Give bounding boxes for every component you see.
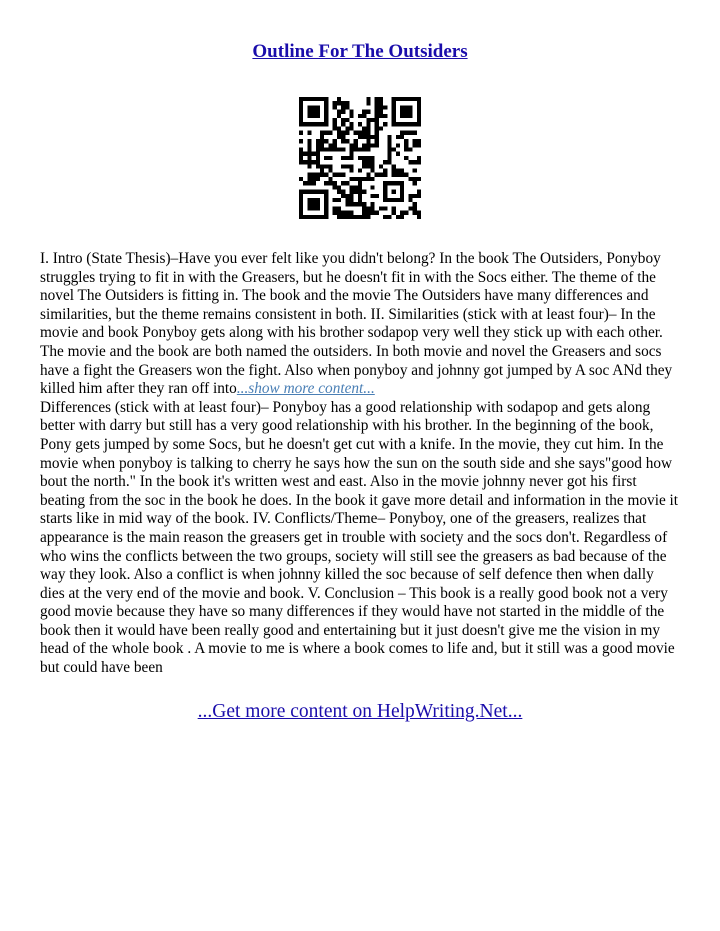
document-title[interactable]: Outline For The Outsiders [252, 41, 468, 62]
document-body [40, 250, 682, 678]
show-more-link[interactable]: ...show more content... [236, 380, 375, 398]
get-more-content-link[interactable]: ...Get more content on HelpWriting.Net... [197, 701, 523, 722]
paragraph-differences: Differences (stick with at least four)– Ponyboy has a good relationship with sodapop and gets along better with darry but still has a very good relationship with his brother. In the beginning of the book, Pony gets jumped by some Socs, but he doesn't get cut with a knife. In the movie, they cut him. In the movie when ponyboy is talking to cherry he says how the sun on the south side and she says"good how bout the north." In the book it's written west and east. Also in the movie johnny never got his first beating from the soc in the book he does. In the book it gave more detail and information in the movie it starts like in mid way of the book. IV. Conflicts/Theme– Ponyboy, one of the greasers, realizes that appearance is the main reason the greasers get in trouble with society and the socs don't. Regardless of who wins the conflicts between the two groups, society will still see the greasers as bad because of the way they look. Also a conflict is when johnny killed the soc because of self defence then when dally dies at the very end of the movie and book. V. Conclusion – This book is a really good book not a very good movie because they have so many differences if they would have not started in the middle of the book then it would have been really good and entertaining but it just doesn't give me the vision in my head of the whole book . A movie to me is where a book comes to life and, but it still was a good movie but could have been [40, 398, 679, 677]
paragraph-intro-text: I. Intro (State Thesis)–Have you ever felt like you didn't belong? In the book The Outsiders, Ponyboy struggles trying to fit in with the Greasers, but he doesn't fit in with the Socs either. The theme of the novel The Outsiders is fitting in. The book and the movie The Outsiders have many differences and similarities, but the theme remains consistent in both. II. Similarities (stick with at least four)– In the movie and book Ponyboy gets along with his brother sodapop very well they stick up with each other. The movie and the book are both named the outsiders. In both movie and novel the Greasers and socs have a fight the Greasers won the fight. Also when ponyboy and johnny got jumped by A soc ANd they killed him after they ran off into [40, 250, 673, 398]
paragraph-intro [40, 250, 682, 399]
qr-code-icon [299, 97, 421, 219]
